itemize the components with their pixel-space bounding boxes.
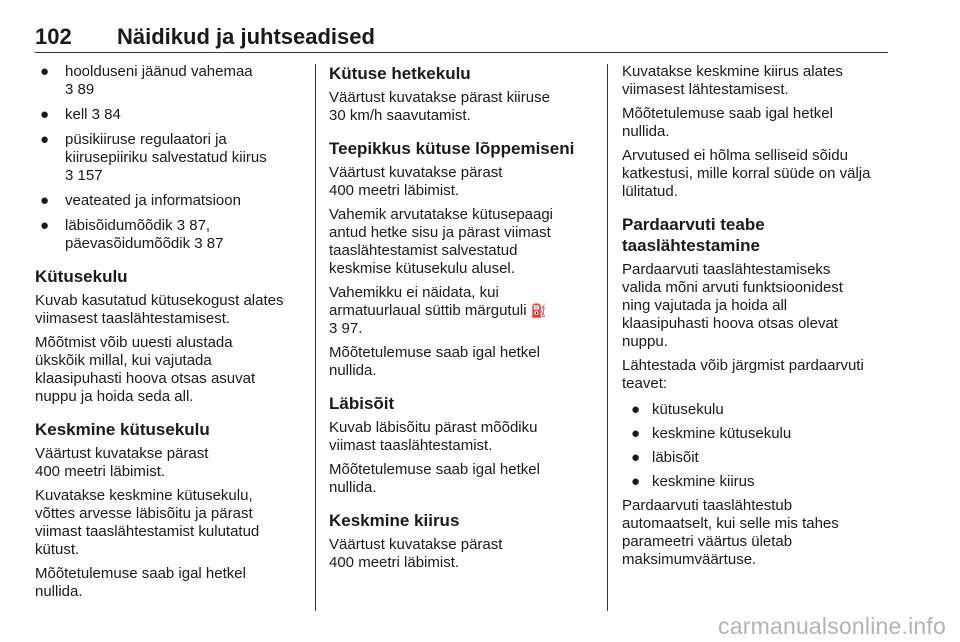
bullet-icon: ● — [40, 106, 50, 123]
bullet-icon: ● — [40, 63, 50, 80]
column-right — [622, 63, 890, 575]
section-heading: Läbisõit — [329, 394, 395, 413]
paragraph: Mõõtetulemuse saab igal hetkel nullida. — [622, 105, 833, 140]
paragraph: Väärtust kuvatakse pärast 400 meetri läbimist. — [329, 536, 503, 571]
paragraph: Väärtust kuvatakse pärast 400 meetri läbimist. — [329, 164, 503, 199]
list-item: ● kütusekulu — [631, 401, 724, 418]
section-heading: Pardaarvuti teabe taaslähtestamine — [622, 215, 765, 255]
paragraph: Väärtust kuvatakse pärast 400 meetri läbimist. — [35, 445, 209, 480]
paragraph: Mõõtmist võib uuesti alustada ükskõik millal, kui vajutada klaasipuhasti hoova otsas asuvat nuppu ja hoida seda all. — [35, 334, 256, 405]
bullet-icon: ● — [631, 473, 641, 490]
paragraph: Mõõtetulemuse saab igal hetkel nullida. — [329, 344, 540, 379]
page-header — [35, 22, 888, 53]
paragraph: Mõõtetulemuse saab igal hetkel nullida. — [35, 565, 246, 600]
bullet-icon: ● — [40, 192, 50, 209]
section-heading: Kütusekulu — [35, 267, 128, 286]
paragraph: Arvutused ei hõlma selliseid sõidu katkestusi, mille korral süüde on välja lülitatud. — [622, 147, 871, 200]
paragraph: Vahemikku ei näidata, kui armatuurlaual süttib märgutuli ⛽ 3 97. — [329, 284, 547, 337]
watermark: carmanualsonline.info — [718, 613, 946, 639]
paragraph: Vahemik arvutatakse kütusepaagi antud hetke sisu ja pärast viimast taaslähtestamist salvestatud keskmise kütusekulu alusel. — [329, 206, 554, 277]
paragraph: Kuvab läbisõitu pärast mõõdiku viimast taaslähtestamist. — [329, 419, 538, 454]
fuel-pump-icon: ⛽ — [530, 303, 547, 318]
reset-list — [622, 401, 890, 491]
list-item: ● keskmine kütusekulu — [631, 425, 792, 442]
bullet-icon: ● — [631, 401, 641, 418]
list-item: ● läbisõit — [631, 449, 699, 466]
section-heading: Kütuse hetkekulu — [329, 64, 471, 83]
column-left — [35, 63, 303, 607]
bullet-icon: ● — [631, 449, 641, 466]
column-middle — [329, 63, 597, 578]
list-item: ● veateated ja informatsioon — [40, 192, 241, 209]
info-list — [35, 63, 303, 253]
list-item: ● kell 3 84 — [40, 106, 121, 123]
list-item: ● keskmine kiirus — [631, 473, 755, 490]
section-heading: Teepikkus kütuse lõppemiseni — [329, 139, 575, 158]
page-ref-link[interactable]: 3 89 — [65, 81, 95, 98]
paragraph: Lähtestada võib järgmist pardaarvuti teavet: — [622, 357, 864, 392]
column-divider-right — [607, 64, 608, 611]
bullet-icon: ● — [631, 425, 641, 442]
paragraph: Väärtust kuvatakse pärast kiiruse 30 km/h saavutamist. — [329, 89, 550, 124]
paragraph: Mõõtetulemuse saab igal hetkel nullida. — [329, 461, 540, 496]
list-item: ● püsikiiruse regulaatori ja kiirusepiiriku salvestatud kiirus 3 157 — [40, 131, 267, 184]
page-title: Näidikud ja juhtseadised — [117, 24, 375, 49]
paragraph: Kuvatakse keskmine kütusekulu, võttes arvesse läbisõitu ja pärast viimast taaslähtestamist kulutatud kütust. — [35, 487, 260, 558]
paragraph: Kuvab kasutatud kütusekogust alates viimasest taaslähtestamisest. — [35, 292, 284, 327]
paragraph: Kuvatakse keskmine kiirus alates viimasest lähtestamisest. — [622, 63, 843, 98]
list-item: ● läbisõidumõõdik 3 87, päevasõidumõõdik 3 87 — [40, 217, 224, 252]
paragraph: Pardaarvuti taaslähtestub automaatselt, kui selle mis tahes parameetri väärtus ületab maksimumväärtuse. — [622, 497, 839, 568]
page-ref-link[interactable]: 3 157 — [65, 167, 103, 184]
page-number: 102 — [35, 24, 72, 49]
bullet-icon: ● — [40, 217, 50, 234]
page-ref-link[interactable]: 3 97. — [329, 320, 363, 337]
column-divider-left — [315, 64, 316, 611]
section-heading: Keskmine kütusekulu — [35, 420, 210, 439]
bullet-icon: ● — [40, 131, 50, 148]
section-heading: Keskmine kiirus — [329, 511, 460, 530]
list-item: ● hoolduseni jäänud vahemaa 3 89 — [40, 63, 253, 98]
paragraph: Pardaarvuti taaslähtestamiseks valida mõni arvuti funktsioonidest ning vajutada ja hoida all klaasipuhasti hoova otsas olevat nuppu. — [622, 261, 843, 350]
